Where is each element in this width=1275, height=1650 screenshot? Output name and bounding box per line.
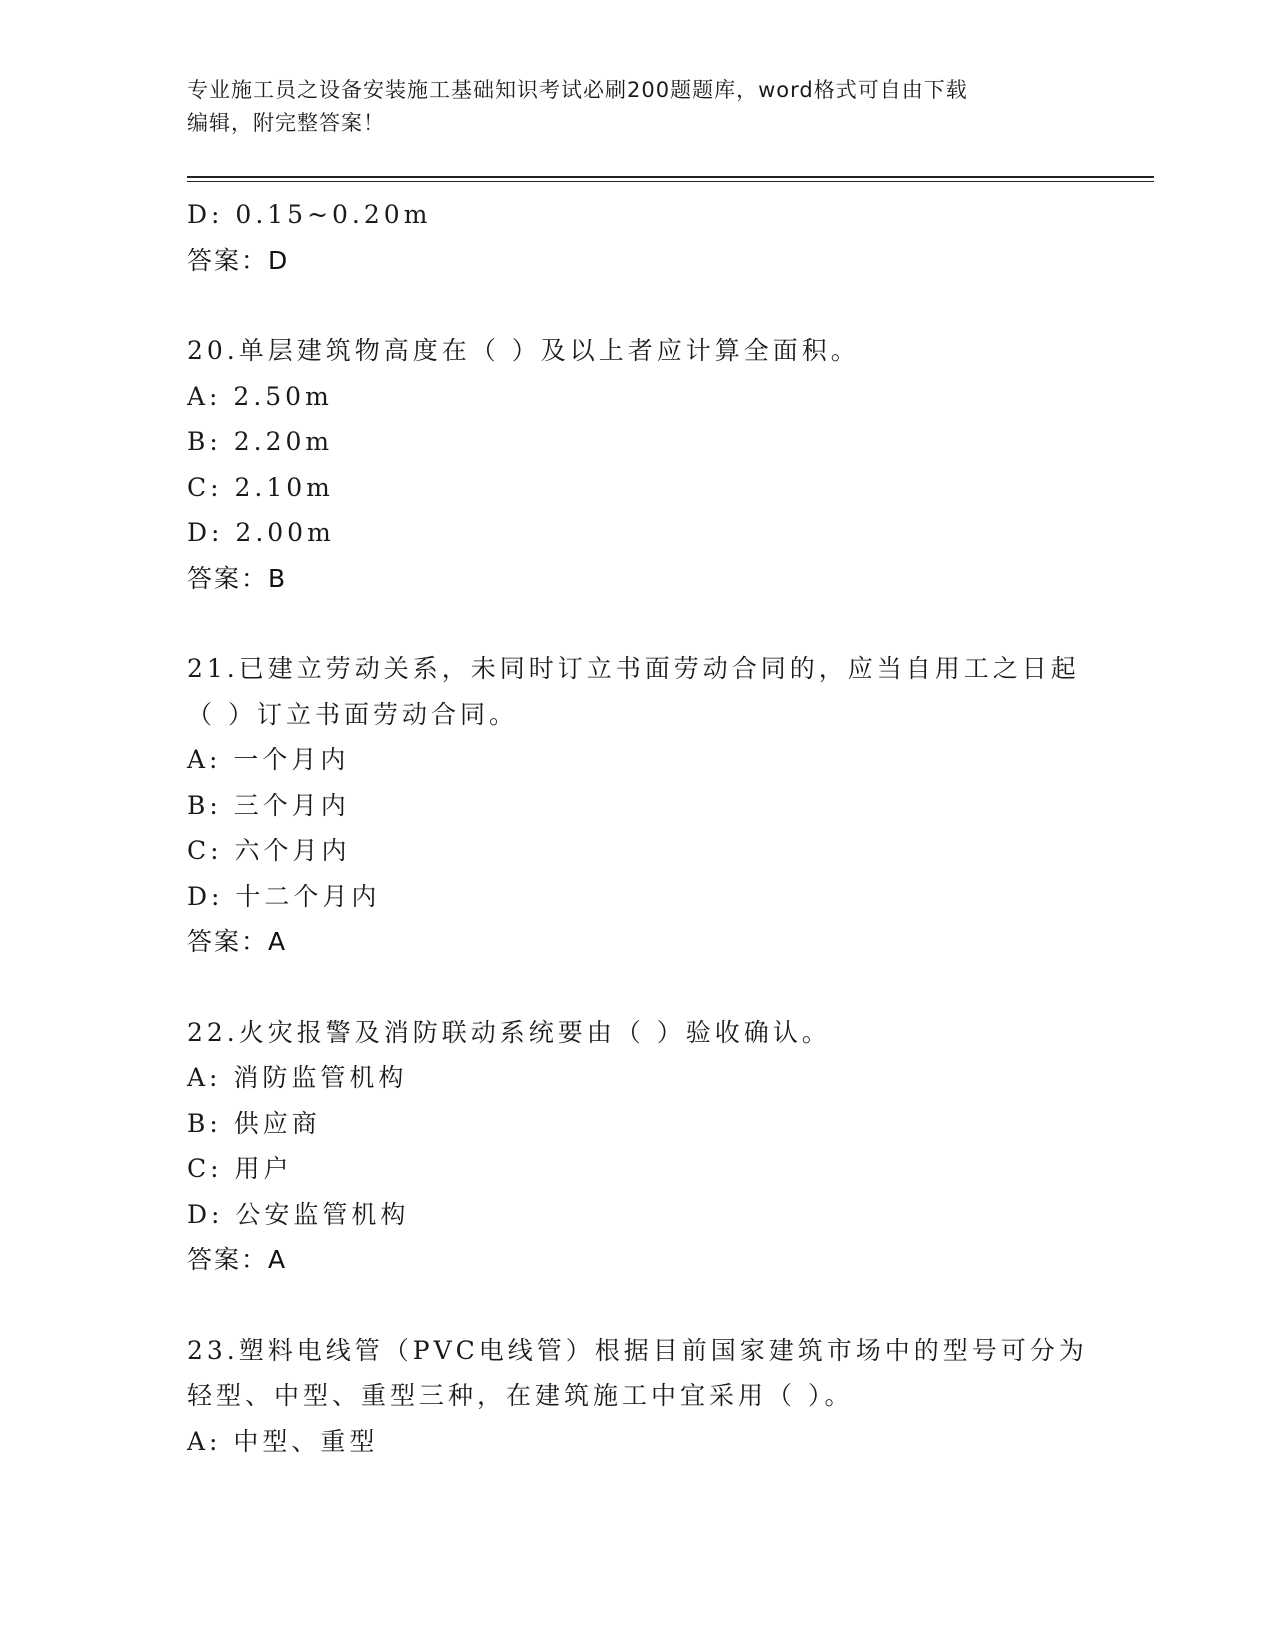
question-text: 20.单层建筑物高度在（ ）及以上者应计算全面积。 (187, 336, 860, 365)
question-text-line-2: （ ）订立书面劳动合同。 (187, 699, 518, 729)
spacer (187, 283, 1087, 328)
option-c: C: 用户 (187, 1154, 293, 1183)
question-text-line-2: 轻型、中型、重型三种，在建筑施工中宜采用（ ）。 (187, 1381, 854, 1410)
spacer (187, 965, 1087, 1010)
question-20 (187, 328, 1087, 601)
option-c: C: 六个月内 (187, 836, 351, 865)
spacer (187, 601, 1087, 646)
option-a: A: 2.50m (187, 381, 333, 411)
option-d: D: 2.00m (187, 518, 335, 547)
option-a: A: 中型、重型 (187, 1426, 379, 1456)
option-c: C: 2.10m (187, 472, 334, 502)
question-22 (187, 1010, 1087, 1283)
option-d: D: 公安监管机构 (187, 1199, 410, 1229)
answer-line: 答案：A (187, 1245, 288, 1274)
option-a: A: 一个月内 (187, 745, 350, 774)
question-23 (187, 1328, 1087, 1465)
answer-line: 答案：A (187, 927, 288, 956)
header-divider-thick (187, 176, 1154, 178)
question-text-line-1: 21.已建立劳动关系，未同时订立书面劳动合同的，应当自用工之日起 (187, 654, 1080, 683)
question-21 (187, 646, 1087, 965)
question-list (187, 192, 1087, 1464)
question-19-tail (187, 192, 1087, 283)
option-b: B: 2.20m (187, 427, 334, 456)
answer-line: 答案：D (187, 245, 290, 275)
question-text-line-1: 23.塑料电线管（PVC电线管）根据目前国家建筑市场中的型号可分为 (187, 1335, 1088, 1365)
option-a: A: 消防监管机构 (187, 1063, 408, 1092)
option-b: B: 三个月内 (187, 790, 350, 820)
spacer (187, 1283, 1087, 1328)
question-text: 22.火灾报警及消防联动系统要由（ ）验收确认。 (187, 1017, 831, 1047)
option-d: D: 0.15~0.20m (187, 200, 432, 229)
header-title-line-1: 专业施工员之设备安装施工基础知识考试必刷200题题库，word格式可自由下载 (187, 78, 968, 102)
answer-line: 答案：B (187, 563, 288, 593)
header-divider-thin (187, 181, 1154, 182)
option-d: D: 十二个月内 (187, 881, 381, 911)
header-title-line-2: 编辑，附完整答案！ (187, 111, 385, 135)
option-b: B: 供应商 (187, 1108, 321, 1138)
page-header (187, 74, 1067, 140)
